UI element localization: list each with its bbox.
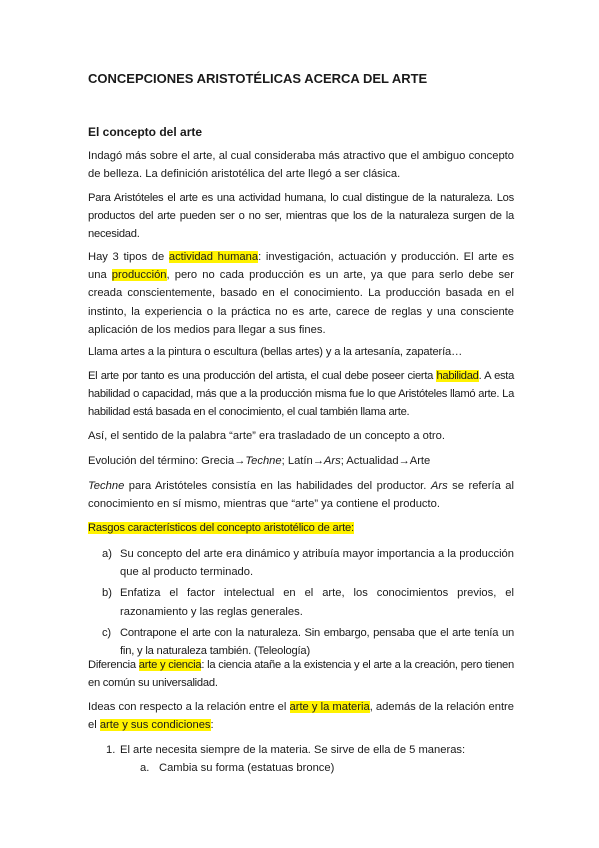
- document-title: CONCEPCIONES ARISTOTÉLICAS ACERCA DEL ARTE: [88, 71, 428, 86]
- techne-term: Techne: [88, 480, 125, 492]
- list-marker: b): [102, 587, 112, 600]
- paragraph-3: [88, 248, 514, 339]
- list-marker: 1.: [106, 744, 116, 756]
- paragraph-7: [88, 452, 514, 470]
- highlight-arte-condiciones: arte y sus condiciones: [99, 719, 211, 732]
- text-run: : investigación, actuación y producción. El arte es una: [88, 251, 514, 282]
- text-run: Hay 3 tipos de: [88, 251, 169, 263]
- highlight-actividad-humana: actividad humana: [168, 251, 259, 263]
- list-item-text: Cambia su forma (estatuas bronce): [159, 762, 335, 775]
- rasgos-heading: [88, 519, 514, 537]
- text-run: :: [210, 719, 214, 732]
- text-run: . A esta habilidad o capacidad, más que a la producción misma fue lo que Aristóteles llamó arte. La habilidad está basada en el conocimiento, el cual también llama arte.: [88, 370, 515, 419]
- list-item: [88, 545, 514, 581]
- list-item-text: El arte necesita siempre de la materia. Se sirve de ella de 5 maneras:: [120, 744, 466, 756]
- text-run: se refería al conocimiento en sí mismo, mientras que “arte” ya contiene el producto.: [88, 480, 514, 511]
- list-item-text: Su concepto del arte era dinámico y atribuía mayor importancia a la producción que al producto terminado.: [120, 548, 514, 579]
- text-run: Ideas con respecto a la relación entre el: [88, 701, 290, 713]
- paragraph-5: [88, 367, 514, 422]
- text-run: Diferencia: [88, 659, 139, 671]
- text-run: ; Latín: [281, 455, 313, 467]
- highlight-rasgos: Rasgos característicos del concepto aristotélico de arte:: [88, 522, 354, 534]
- paragraph-4: Llama artes a la pintura o escultura (bellas artes) y a la artesanía, zapatería…: [88, 346, 463, 358]
- text-run: Arte: [409, 455, 431, 467]
- ars-term: Ars: [430, 480, 448, 492]
- arrow-icon: →: [398, 455, 410, 467]
- highlight-arte-materia: arte y la materia: [289, 701, 370, 713]
- highlight-produccion: producción: [111, 269, 167, 282]
- text-run: El arte por tanto es una producción del artista, el cual debe poseer cierta: [88, 370, 437, 382]
- highlight-arte-ciencia: arte y ciencia: [138, 659, 202, 671]
- list-marker: c): [102, 626, 111, 639]
- list-marker: a): [102, 548, 112, 560]
- section-title: El concepto del arte: [88, 125, 203, 139]
- list-item-text: Enfatiza el factor intelectual en el arte, los conocimientos previos, el razonamiento y las reglas generales.: [120, 587, 514, 618]
- list-item: [88, 584, 514, 620]
- text-run: Evolución del término: Grecia: [88, 455, 235, 467]
- list-item: [88, 741, 514, 759]
- rasgos-list: [88, 545, 514, 663]
- highlight-habilidad: habilidad: [436, 370, 479, 382]
- paragraph-10: [88, 698, 514, 734]
- paragraph-6: Así, el sentido de la palabra “arte” era trasladado de un concepto a otro.: [88, 430, 445, 442]
- sub-list-item: [88, 759, 514, 777]
- text-run: ; Actualidad: [340, 455, 399, 467]
- list-item-text: Contrapone el arte con la naturaleza. Sin embargo, pensaba que el arte tenía un fin, y la naturaleza también. (Teleología): [120, 626, 514, 658]
- paragraph-2: Para Aristóteles el arte es una actividad humana, lo cual distingue de la naturaleza. Los productos del arte pueden ser o no ser, mientras que los de la naturaleza surgen de la necesidad.: [88, 192, 514, 241]
- text-run: : la ciencia atañe a la existencia y el arte a la creación, pero tienen en común su universalidad.: [88, 659, 514, 690]
- paragraph-8: [88, 477, 514, 513]
- ideas-list: [88, 741, 514, 780]
- paragraph-9: [88, 656, 514, 692]
- text-run: para Aristóteles consistía en las habilidades del productor.: [124, 480, 431, 492]
- arrow-icon: →: [312, 455, 324, 467]
- arrow-icon: →: [234, 455, 246, 467]
- text-run: , además de la relación entre el: [88, 701, 514, 732]
- techne-term: Techne: [245, 455, 282, 467]
- list-marker: a.: [140, 762, 150, 775]
- list-item: [88, 624, 514, 660]
- ars-term: Ars: [323, 455, 341, 467]
- text-run: , pero no cada producción es un arte, ya que para serlo debe ser creada conscientemente, basado en el conocimiento. La producción basada en el instinto, la experiencia o la práctica no es arte, carece de reglas y una consciente aplicación de los medios para llegar a sus fines.: [88, 269, 514, 336]
- paragraph-1: Indagó más sobre el arte, al cual consideraba más atractivo que el ambiguo concepto de belleza. La definición aristotélica del arte llegó a ser clásica.: [88, 150, 514, 181]
